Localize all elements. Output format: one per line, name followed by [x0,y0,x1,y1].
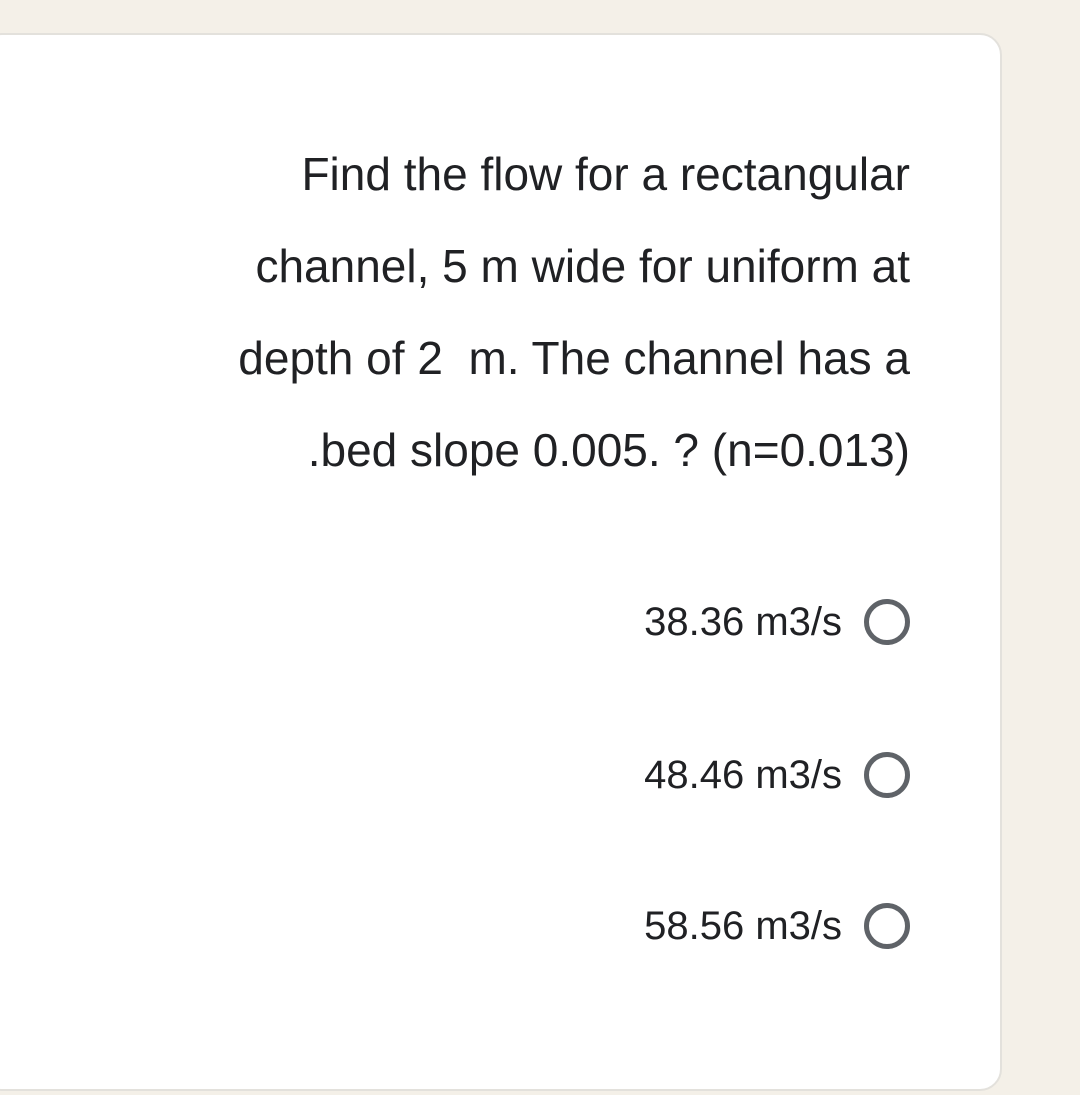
answer-option-label: 58.56 m3/s [644,903,842,948]
question-line: Find the flow for a rectangular [301,148,910,200]
question-line: channel, 5 m wide for uniform at [255,240,910,292]
answer-option-1[interactable] [0,582,910,662]
answer-option-2[interactable] [0,735,910,815]
radio-button-icon[interactable] [864,752,910,798]
answer-option-label: 38.36 m3/s [644,599,842,644]
answer-option-label: 48.46 m3/s [644,752,842,797]
radio-button-icon[interactable] [864,903,910,949]
answer-option-3[interactable] [0,886,910,966]
question-line: depth of 2 m. The channel has a [238,332,910,384]
radio-button-icon[interactable] [864,599,910,645]
question-line: .bed slope 0.005. ? (n=0.013) [307,424,910,476]
question-text [20,128,910,496]
